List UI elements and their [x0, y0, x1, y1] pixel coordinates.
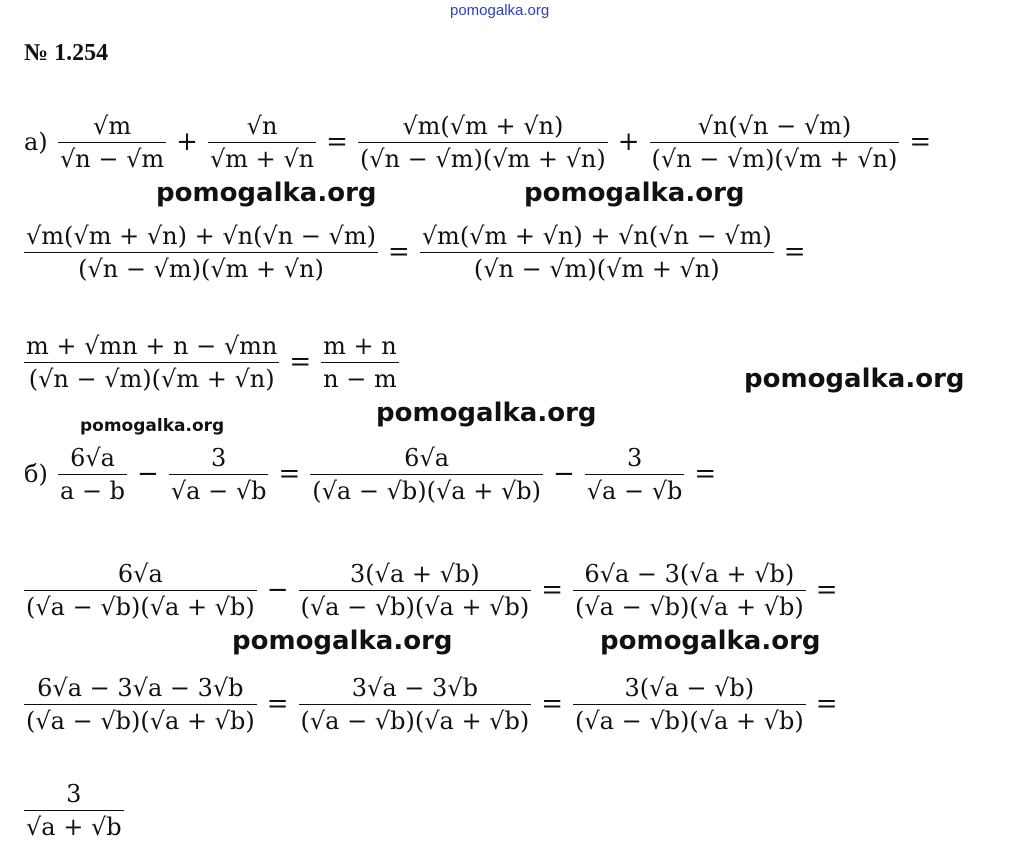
operator: = — [541, 575, 563, 605]
numerator: √m(√m + √n) + √n(√n − √m) — [26, 221, 376, 250]
site-header-link[interactable]: pomogalka.org — [450, 2, 550, 19]
operator: − — [266, 575, 289, 605]
denominator: (√a − √b)(√a + √b) — [312, 476, 541, 505]
numerator: √m(√m + √n) + √n(√n − √m) — [421, 221, 772, 250]
part-b-line-4 — [24, 770, 124, 850]
watermark: pomogalka.org — [156, 178, 377, 208]
denominator: (√n − √m)(√m + √n) — [28, 364, 275, 393]
fraction — [24, 672, 257, 737]
fraction — [585, 442, 685, 507]
numerator: 6√a — [404, 443, 450, 472]
part-a-line-1 — [58, 102, 941, 182]
watermark: pomogalka.org — [80, 416, 225, 436]
operator: = — [815, 689, 838, 719]
fraction — [650, 110, 900, 175]
numerator: 3(√a + √b) — [350, 559, 480, 588]
numerator: √m(√m + √n) — [402, 111, 564, 140]
operator: − — [552, 459, 575, 489]
fraction — [169, 442, 269, 507]
operator: + — [176, 127, 198, 157]
watermark: pomogalka.org — [376, 398, 597, 428]
watermark: pomogalka.org — [232, 626, 453, 656]
denominator: (√a − √b)(√a + √b) — [26, 706, 255, 735]
watermark: pomogalka.org — [744, 364, 965, 394]
fraction — [24, 220, 378, 285]
denominator: (√n − √m)(√m + √n) — [359, 144, 606, 173]
denominator: √a + √b — [26, 812, 122, 841]
part-a-label: а) — [24, 128, 48, 156]
operator: = — [815, 575, 838, 605]
numerator: 6√a — [117, 559, 163, 588]
fraction — [208, 110, 316, 175]
fraction — [573, 672, 806, 737]
numerator: 6√a − 3(√a + √b) — [584, 559, 795, 588]
denominator: (√n − √m)(√m + √n) — [651, 144, 898, 173]
operator: + — [617, 127, 640, 157]
numerator: 3 — [626, 443, 643, 472]
watermark: pomogalka.org — [524, 178, 745, 208]
operator: = — [541, 689, 563, 719]
numerator: √m — [93, 111, 132, 140]
denominator: √a − √b — [586, 476, 683, 505]
part-b-label: б) — [24, 460, 48, 488]
numerator: 3√a − 3√b — [351, 673, 478, 702]
operator: = — [909, 127, 932, 157]
fraction — [24, 330, 279, 395]
problem-number: № 1.254 — [24, 40, 109, 66]
numerator: 3(√a − √b) — [624, 673, 755, 702]
part-a-line-3 — [24, 322, 399, 402]
fraction — [299, 558, 532, 623]
watermark: pomogalka.org — [600, 626, 821, 656]
fraction — [24, 558, 257, 623]
operator: − — [137, 459, 159, 489]
part-b-line-2 — [24, 550, 848, 630]
numerator: 3 — [66, 779, 82, 808]
fraction — [321, 330, 399, 395]
fraction — [24, 778, 124, 843]
operator: = — [266, 689, 289, 719]
fraction — [420, 220, 774, 285]
fraction — [358, 110, 608, 175]
operator: = — [289, 347, 312, 377]
denominator: √n − √m — [60, 144, 165, 173]
denominator: √m + √n — [209, 144, 315, 173]
operator: = — [783, 237, 806, 267]
numerator: m + n — [323, 331, 397, 360]
numerator: √n — [246, 111, 278, 140]
numerator: m + √mn + n − √mn — [26, 331, 278, 360]
denominator: (√n − √m)(√m + √n) — [473, 254, 720, 283]
fraction — [573, 558, 806, 623]
fraction — [58, 442, 127, 507]
denominator: (√a − √b)(√a + √b) — [26, 592, 255, 621]
operator: = — [694, 459, 717, 489]
denominator: a − b — [60, 476, 126, 505]
part-b-line-1 — [58, 434, 726, 514]
numerator: 6√a − 3√a − 3√b — [37, 673, 244, 702]
denominator: (√a − √b)(√a + √b) — [575, 706, 804, 735]
fraction — [58, 110, 166, 175]
numerator: 6√a — [70, 443, 115, 472]
operator: = — [326, 127, 348, 157]
numerator: 3 — [211, 443, 227, 472]
fraction — [299, 672, 532, 737]
denominator: (√a − √b)(√a + √b) — [300, 706, 530, 735]
denominator: (√a − √b)(√a + √b) — [300, 592, 530, 621]
denominator: (√n − √m)(√m + √n) — [78, 254, 324, 283]
operator: = — [387, 237, 410, 267]
part-a-line-2 — [24, 212, 816, 292]
numerator: √n(√n − √m) — [697, 111, 852, 140]
operator: = — [278, 459, 301, 489]
denominator: n − m — [323, 364, 397, 393]
denominator: √a − √b — [170, 476, 267, 505]
denominator: (√a − √b)(√a + √b) — [575, 592, 804, 621]
part-b-line-3 — [24, 664, 848, 744]
fraction — [310, 442, 543, 507]
